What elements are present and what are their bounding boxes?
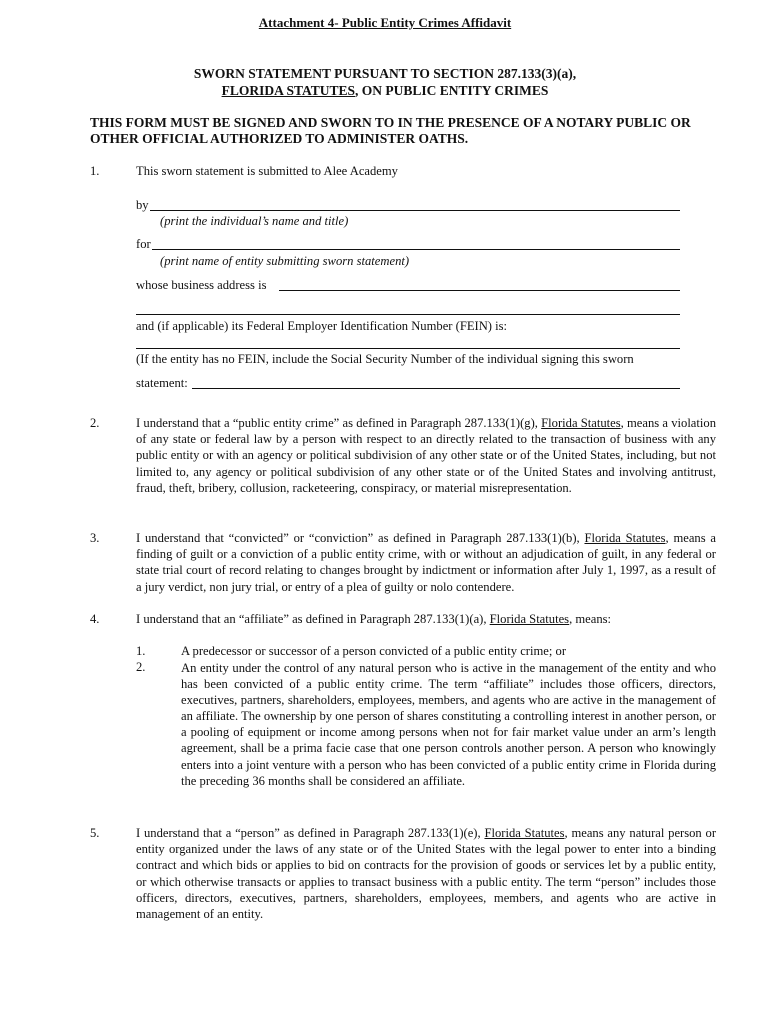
for-label: for xyxy=(136,237,151,251)
name-title-field[interactable] xyxy=(150,210,680,211)
affiliate-item-number: 1. xyxy=(136,644,146,658)
section4-rest: , means: xyxy=(569,612,612,626)
statement-title-line2 xyxy=(0,83,770,99)
fein-field[interactable] xyxy=(136,348,680,349)
section2-rest: , means a violation of any state or federal law by a person with respect to an directly related to the transaction of business with any public entity or with an agency or political subdivision of any other state or of the United States, including, but not limited to, any agency or political subdivision of any other state or of the United States and involving antitrust, fraud, theft, bribery, collusion, racketeering, conspiracy, or material misrepresentation. xyxy=(136,416,716,495)
section2-lead: I understand that a “public entity crime” as defined in Paragraph 287.133(1)(g), xyxy=(136,416,542,430)
statement-title-line1: SWORN STATEMENT PURSUANT TO SECTION 287.133(3)(a), xyxy=(193,66,577,81)
section3-lead: I understand that “convicted” or “conviction” as defined in Paragraph 287.133(1)(b), xyxy=(136,531,585,545)
section1-number: 1. xyxy=(90,164,100,178)
section4-number: 4. xyxy=(90,612,100,626)
statement-title-rest: , ON PUBLIC ENTITY CRIMES xyxy=(355,83,549,98)
for-hint: (print name of entity submitting sworn statement) xyxy=(160,254,410,268)
section3-statutes: Florida Statutes xyxy=(584,531,666,545)
section5-number: 5. xyxy=(90,826,100,840)
ssn-field[interactable] xyxy=(192,388,680,389)
address-label: whose business address is xyxy=(136,278,267,292)
by-hint: (print the individual’s name and title) xyxy=(160,214,349,228)
section3-rest: , means a finding of guilt or a conviction of a public entity crime, with or without an adjudication of guilt, in any federal or state trial court of record relating to changes brought by indictment or information after July 1, 1997, as a result of a jury verdict, non jury trial, or entry of a plea of guilty or nolo contendere. xyxy=(136,531,716,594)
section3-number: 3. xyxy=(90,531,100,545)
section5-text xyxy=(136,825,716,922)
ssn-note: (If the entity has no FEIN, include the Social Security Number of the individual signing this sworn xyxy=(136,352,634,366)
by-label: by xyxy=(136,198,149,212)
section2-statutes: Florida Statutes xyxy=(541,416,621,430)
business-address-field[interactable] xyxy=(279,290,680,291)
section1-intro: This sworn statement is submitted to Alee Academy xyxy=(136,164,398,178)
notary-notice-line1: THIS FORM MUST BE SIGNED AND SWORN TO IN THE PRESENCE OF A NOTARY PUBLIC OR xyxy=(90,115,691,130)
affiliate-item-text: A predecessor or successor of a person convicted of a public entity crime; or xyxy=(181,644,567,658)
section2-number: 2. xyxy=(90,416,100,430)
affiliate-item-text: An entity under the control of any natural person who is active in the management of the entity and who has been convicted of a public entity crime. The term “affiliate” includes those officers, directors, executives, partners, shareholders, employees, members, and agents who are active in the management of an affiliate. The ownership by one person of shares constituting a controlling interest in another person, or a pooling of equipment or income among persons when not for fair market value under an arm’s length agreement, shall be a prima facie case that one person controls another person. A person who knowingly enters into a joint venture with a person who has been convicted of a public entity crime in Florida during the preceding 36 months shall be considered an affiliate. xyxy=(181,661,716,788)
entity-name-field[interactable] xyxy=(152,249,680,250)
notary-notice-line2: OTHER OFFICIAL AUTHORIZED TO ADMINISTER OATHS. xyxy=(90,131,469,146)
section4-statutes: Florida Statutes xyxy=(489,612,570,626)
section5-lead: I understand that a “person” as defined in Paragraph 287.133(1)(e), xyxy=(136,826,485,840)
fein-label: and (if applicable) its Federal Employer Identification Number (FEIN) is: xyxy=(136,319,508,333)
statement-title-statutes: FLORIDA STATUTES xyxy=(221,83,355,98)
section4-text xyxy=(136,612,611,627)
section3-text xyxy=(136,530,716,595)
section5-statutes: Florida Statutes xyxy=(484,826,565,840)
business-address-field-line2[interactable] xyxy=(136,314,680,315)
section4-lead: I understand that an “affiliate” as defined in Paragraph 287.133(1)(a), xyxy=(136,612,490,626)
attachment-title: Attachment 4- Public Entity Crimes Affidavit xyxy=(258,15,512,30)
section5-rest: , means any natural person or entity organized under the laws of any state or of the United States with the legal power to enter into a binding contract and which bids or applies to bid on contracts for the provision of goods or services let by a public entity, or which otherwise transacts or applies to transact business with a public entity. The term “person” includes those officers, directors, executives, partners, shareholders, employees, members, and agents who are active in management of an entity. xyxy=(136,826,717,922)
statement-label: statement: xyxy=(136,376,188,390)
section2-text xyxy=(136,415,716,496)
affiliate-item-number: 2. xyxy=(136,660,146,674)
